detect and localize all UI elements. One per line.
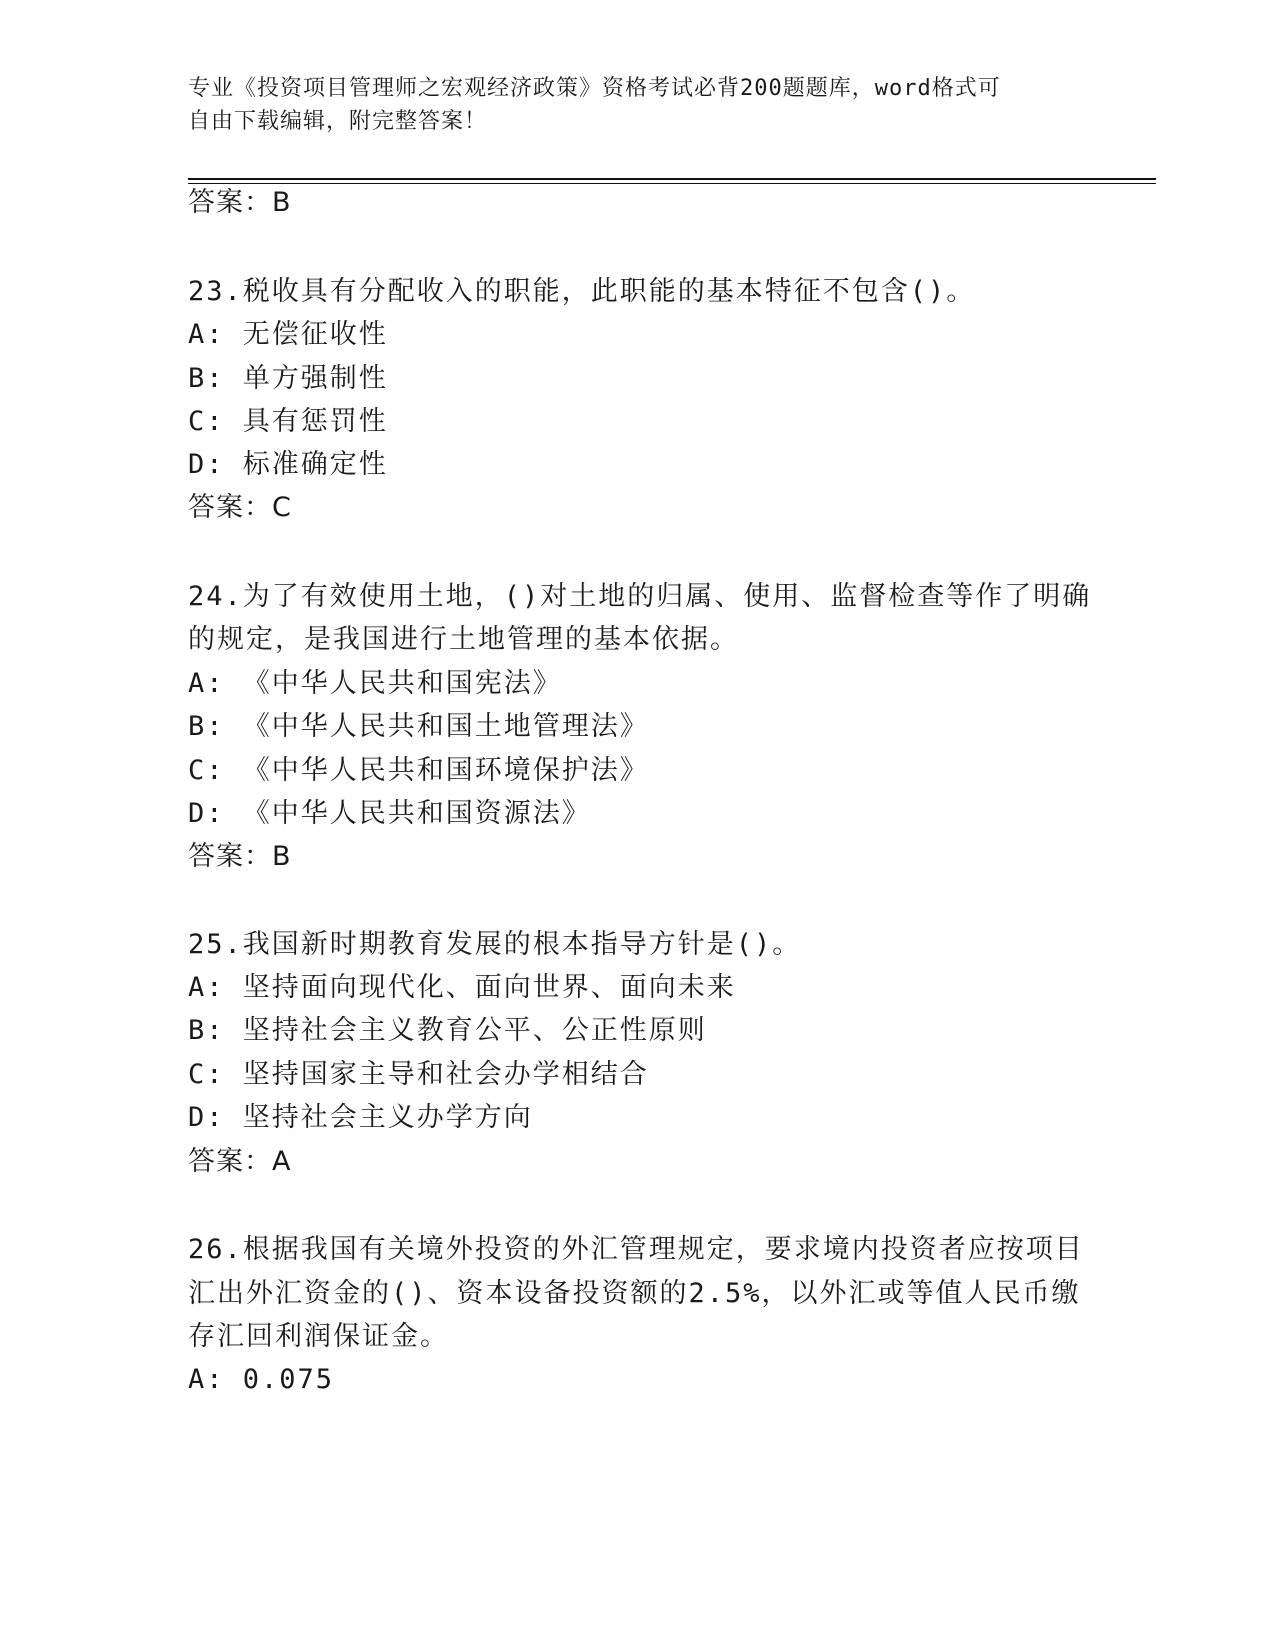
header-line-2: 自由下载编辑，附完整答案！ bbox=[188, 109, 488, 134]
option-25-b: B: 坚持社会主义教育公平、公正性原则 bbox=[188, 1015, 707, 1046]
question-25: 25.我国新时期教育发展的根本指导方针是()。 bbox=[188, 929, 802, 960]
option-25-a: A: 坚持面向现代化、面向世界、面向未来 bbox=[188, 972, 736, 1003]
option-25-d: D: 坚持社会主义办学方向 bbox=[188, 1102, 533, 1133]
header-line-1: 专业《投资项目管理师之宏观经济政策》资格考试必背200题题库，word格式可 bbox=[188, 76, 1001, 101]
answer-24: 答案：B bbox=[188, 841, 292, 872]
option-24-a: A: 《中华人民共和国宪法》 bbox=[188, 668, 562, 699]
question-24-line-1: 24.为了有效使用土地，()对土地的归属、使用、监督检查等作了明确 bbox=[188, 581, 1092, 612]
header-rule-thin bbox=[188, 183, 1156, 184]
document-header bbox=[188, 72, 1078, 138]
question-23: 23.税收具有分配收入的职能，此职能的基本特征不包含()。 bbox=[188, 276, 976, 307]
answer-25: 答案：A bbox=[188, 1146, 292, 1177]
header-rule-thick bbox=[188, 178, 1156, 180]
option-23-b: B: 单方强制性 bbox=[188, 363, 388, 394]
question-26-line-1: 26.根据我国有关境外投资的外汇管理规定，要求境内投资者应按项目 bbox=[188, 1234, 1084, 1265]
answer-22: 答案：B bbox=[188, 187, 292, 218]
option-23-a: A: 无偿征收性 bbox=[188, 319, 388, 350]
question-26-line-3: 存汇回利润保证金。 bbox=[188, 1321, 449, 1352]
option-24-d: D: 《中华人民共和国资源法》 bbox=[188, 798, 591, 829]
option-23-d: D: 标准确定性 bbox=[188, 449, 388, 480]
option-24-c: C: 《中华人民共和国环境保护法》 bbox=[188, 755, 649, 786]
option-26-a: A: 0.075 bbox=[188, 1364, 335, 1395]
question-26-line-2: 汇出外汇资金的()、资本设备投资额的2.5%，以外汇或等值人民币缴 bbox=[188, 1278, 1081, 1309]
option-25-c: C: 坚持国家主导和社会办学相结合 bbox=[188, 1059, 649, 1090]
option-24-b: B: 《中华人民共和国土地管理法》 bbox=[188, 711, 649, 742]
option-23-c: C: 具有惩罚性 bbox=[188, 406, 388, 437]
question-24-line-2: 的规定，是我国进行土地管理的基本依据。 bbox=[188, 624, 739, 655]
answer-23: 答案：C bbox=[188, 492, 292, 523]
